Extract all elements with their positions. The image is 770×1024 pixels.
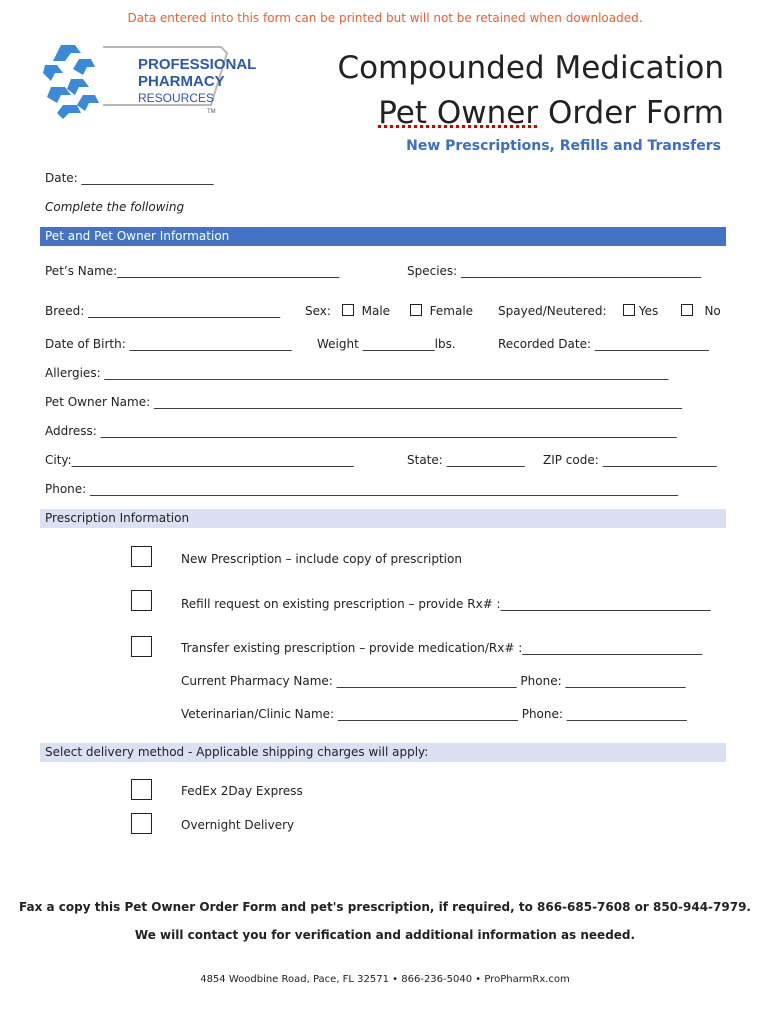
refill-checkbox[interactable] bbox=[131, 590, 152, 611]
allergies-field[interactable]: Allergies: ______________________________________________________________________________________________ bbox=[45, 366, 669, 380]
female-checkbox[interactable] bbox=[410, 304, 422, 316]
logo-line2: PHARMACY bbox=[138, 73, 225, 90]
company-logo bbox=[43, 43, 257, 119]
form-title-line1: Compounded Medication bbox=[337, 50, 724, 86]
no-label: No bbox=[704, 304, 721, 318]
sex-male-option[interactable] bbox=[342, 304, 390, 318]
form-title-line2 bbox=[378, 95, 724, 131]
refill-label[interactable]: Refill request on existing prescription – provide Rx# :___________________________________ bbox=[181, 597, 711, 611]
transfer-checkbox[interactable] bbox=[131, 636, 152, 657]
title-rest: Order Form bbox=[538, 95, 724, 131]
contact-note: We will contact you for verification and additional information as needed. bbox=[134, 928, 636, 942]
current-pharmacy-field[interactable]: Current Pharmacy Name: ______________________________ Phone: ____________________ bbox=[181, 674, 686, 688]
no-checkbox[interactable] bbox=[681, 304, 693, 316]
logo-line3: RESOURCES bbox=[138, 91, 215, 105]
male-checkbox[interactable] bbox=[342, 304, 354, 316]
spayed-label: Spayed/Neutered: bbox=[498, 304, 607, 318]
phone-field[interactable]: Phone: __________________________________________________________________________________________________ bbox=[45, 482, 679, 496]
yes-checkbox[interactable] bbox=[623, 304, 635, 316]
breed-field[interactable]: Breed: ________________________________ bbox=[45, 304, 281, 318]
recorded-date-field[interactable]: Recorded Date: ___________________ bbox=[498, 337, 709, 351]
species-field[interactable]: Species: ________________________________________ bbox=[407, 264, 702, 278]
male-label: Male bbox=[361, 304, 391, 318]
weight-field[interactable]: Weight ____________lbs. bbox=[317, 337, 456, 351]
fedex-label: FedEx 2Day Express bbox=[181, 784, 303, 798]
date-field[interactable]: Date: ______________________ bbox=[45, 171, 214, 185]
fedex-checkbox[interactable] bbox=[131, 779, 152, 800]
city-field[interactable]: City:_______________________________________________ bbox=[45, 453, 354, 467]
complete-instruction: Complete the following bbox=[45, 200, 185, 214]
dob-field[interactable]: Date of Birth: ___________________________ bbox=[45, 337, 292, 351]
yes-label: Yes bbox=[638, 304, 659, 318]
transfer-label[interactable]: Transfer existing prescription – provide medication/Rx# :______________________________ bbox=[181, 641, 703, 655]
logo-line1: PROFESSIONAL bbox=[138, 56, 257, 73]
sex-label: Sex: bbox=[305, 304, 331, 318]
female-label: Female bbox=[429, 304, 474, 318]
sex-female-option[interactable] bbox=[410, 304, 473, 318]
new-prescription-checkbox[interactable] bbox=[131, 546, 152, 567]
address-field[interactable]: Address: ________________________________________________________________________________________________ bbox=[45, 424, 677, 438]
zip-field[interactable]: ZIP code: ___________________ bbox=[543, 453, 717, 467]
spayed-yes-option[interactable] bbox=[623, 304, 658, 318]
overnight-label: Overnight Delivery bbox=[181, 818, 295, 832]
retention-notice: Data entered into this form can be printed but will not be retained when downloaded. bbox=[127, 11, 643, 25]
section-prescription-info: Prescription Information bbox=[40, 509, 726, 528]
new-prescription-label: New Prescription – include copy of prescription bbox=[181, 552, 462, 566]
logo-tm: TM bbox=[207, 109, 216, 115]
fax-instructions: Fax a copy this Pet Owner Order Form and pet's prescription, if required, to 866-685-7608 or 850-944-7979. bbox=[19, 900, 751, 914]
company-address: 4854 Woodbine Road, Pace, FL 32571 • 866-236-5040 • ProPharmRx.com bbox=[200, 974, 570, 985]
section-delivery: Select delivery method - Applicable shipping charges will apply: bbox=[40, 743, 726, 762]
section-pet-info: Pet and Pet Owner Information bbox=[40, 227, 726, 246]
owner-name-field[interactable]: Pet Owner Name: ________________________________________________________________________________________ bbox=[45, 395, 682, 409]
state-field[interactable]: State: _____________ bbox=[407, 453, 525, 467]
spayed-no-option[interactable] bbox=[681, 304, 721, 318]
title-highlight: Pet Owner bbox=[378, 95, 539, 131]
pet-name-field[interactable]: Pet’s Name:_____________________________________ bbox=[45, 264, 340, 278]
overnight-checkbox[interactable] bbox=[131, 813, 152, 834]
form-subtitle: New Prescriptions, Refills and Transfers bbox=[406, 138, 721, 154]
veterinarian-field[interactable]: Veterinarian/Clinic Name: ______________________________ Phone: ____________________ bbox=[181, 707, 687, 721]
